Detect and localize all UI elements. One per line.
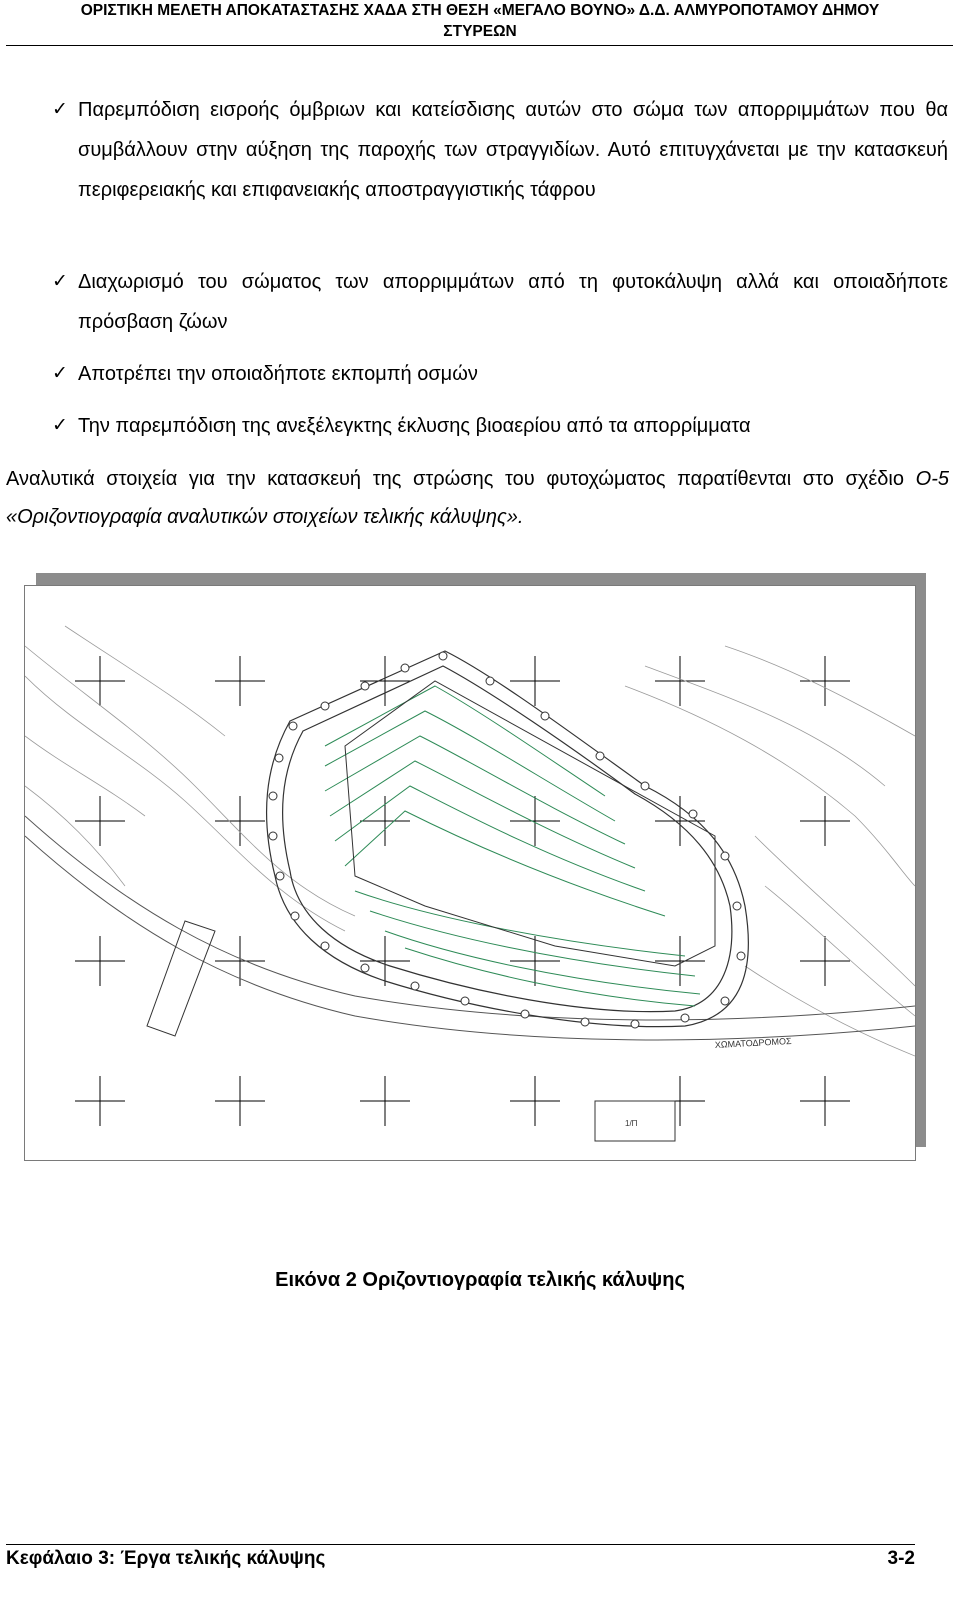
header-title-line2: ΣΤΥΡΕΩΝ xyxy=(443,23,517,40)
manhole-marker xyxy=(321,942,329,950)
manhole-marker xyxy=(275,754,283,762)
bullet-text-2: Διαχωρισμό του σώματος των απορριμμάτων από τη φυτοκάλυψη αλλά και οποιαδήποτε πρόσβαση ζώων xyxy=(78,271,948,333)
manhole-marker xyxy=(581,1018,589,1026)
drawing-reference: Ο-5 «Οριζοντιογραφία αναλυτικών στοιχείων τελικής κάλυψης». xyxy=(6,468,949,528)
bullet-item-1 xyxy=(52,90,948,210)
manhole-marker xyxy=(631,1020,639,1028)
manhole-marker xyxy=(461,997,469,1005)
page-number: 3-2 xyxy=(887,1548,915,1569)
terrain-contours xyxy=(25,626,915,1056)
footer-divider xyxy=(6,1544,915,1545)
manhole-marker xyxy=(721,852,729,860)
manhole-marker xyxy=(721,997,729,1005)
manhole-marker xyxy=(291,912,299,920)
manhole-marker xyxy=(596,752,604,760)
manhole-marker xyxy=(689,810,697,818)
manhole-marker xyxy=(439,652,447,660)
check-icon: ✓ xyxy=(52,99,68,120)
manhole-marker xyxy=(269,832,277,840)
manhole-marker xyxy=(641,782,649,790)
coordinate-grid xyxy=(75,656,850,1126)
site-plan-figure xyxy=(24,585,916,1161)
manhole-marker xyxy=(486,677,494,685)
paragraph-text: Αναλυτικά στοιχεία για την κατασκευή της στρώσης του φυτοχώματος παρατίθενται στο σχέδιο xyxy=(6,468,904,490)
dirt-road xyxy=(25,816,915,1040)
check-icon: ✓ xyxy=(52,363,68,384)
page-header xyxy=(0,0,960,42)
page-footer xyxy=(6,1548,915,1570)
bullet-item-2 xyxy=(52,262,948,342)
box-label: 1/П xyxy=(625,1119,638,1128)
perimeter-ditch xyxy=(267,651,749,1027)
header-divider xyxy=(6,45,953,46)
bullet-item-3 xyxy=(52,354,948,394)
check-icon: ✓ xyxy=(52,271,68,292)
manhole-marker xyxy=(737,952,745,960)
footer-chapter: Κεφάλαιο 3: Έργα τελικής κάλυψης xyxy=(6,1548,326,1569)
site-plan-drawing xyxy=(25,586,915,1160)
final-cover-contours xyxy=(325,686,700,1006)
manhole-marker xyxy=(276,872,284,880)
site-structures xyxy=(147,921,675,1141)
bullet-text-3: Αποτρέπει την οποιαδήποτε εκπομπή οσμών xyxy=(78,363,478,385)
manhole-marker xyxy=(681,1014,689,1022)
body-paragraph xyxy=(6,460,949,536)
bullet-item-4 xyxy=(52,406,948,446)
manhole-marker xyxy=(361,682,369,690)
bullet-text-4: Την παρεμπόδιση της ανεξέλεγκτης έκλυσης βιοαερίου από τα απορρίμματα xyxy=(78,415,751,437)
manhole-marker xyxy=(361,964,369,972)
manhole-marker xyxy=(401,664,409,672)
check-icon: ✓ xyxy=(52,415,68,436)
manhole-marker xyxy=(269,792,277,800)
manhole-marker xyxy=(541,712,549,720)
header-title-line1: ΟΡΙΣΤΙΚΗ ΜΕΛΕΤΗ ΑΠΟΚΑΤΑΣΤΑΣΗΣ ΧΑΔΑ ΣΤΗ ΘΕΣΗ «ΜΕΓΑΛΟ ΒΟΥΝΟ» Δ.Δ. ΑΛΜΥΡΟΠΟΤΑΜΟΥ ΔΗΜΟΥ xyxy=(80,2,880,19)
perimeter-manholes xyxy=(269,652,745,1028)
manhole-marker xyxy=(733,902,741,910)
manhole-marker xyxy=(411,982,419,990)
manhole-marker xyxy=(321,702,329,710)
figure-caption: Εικόνα 2 Οριζοντιογραφία τελικής κάλυψης xyxy=(275,1269,685,1291)
cover-boundary xyxy=(345,681,715,966)
road-label: ΧΩΜΑΤΟΔΡΟΜΟΣ xyxy=(714,1035,792,1050)
manhole-marker xyxy=(521,1010,529,1018)
manhole-marker xyxy=(289,722,297,730)
bullet-text-1: Παρεμπόδιση εισροής όμβριων και κατείσδισης αυτών στο σώμα των απορριμμάτων που θα συμβάλλουν στην αύξηση της παροχής των στραγγιδίων. Αυτό επιτυγχάνεται με την κατασκευή περιφερειακής και επιφανειακής αποστραγγιστικής τάφρου xyxy=(78,99,948,201)
